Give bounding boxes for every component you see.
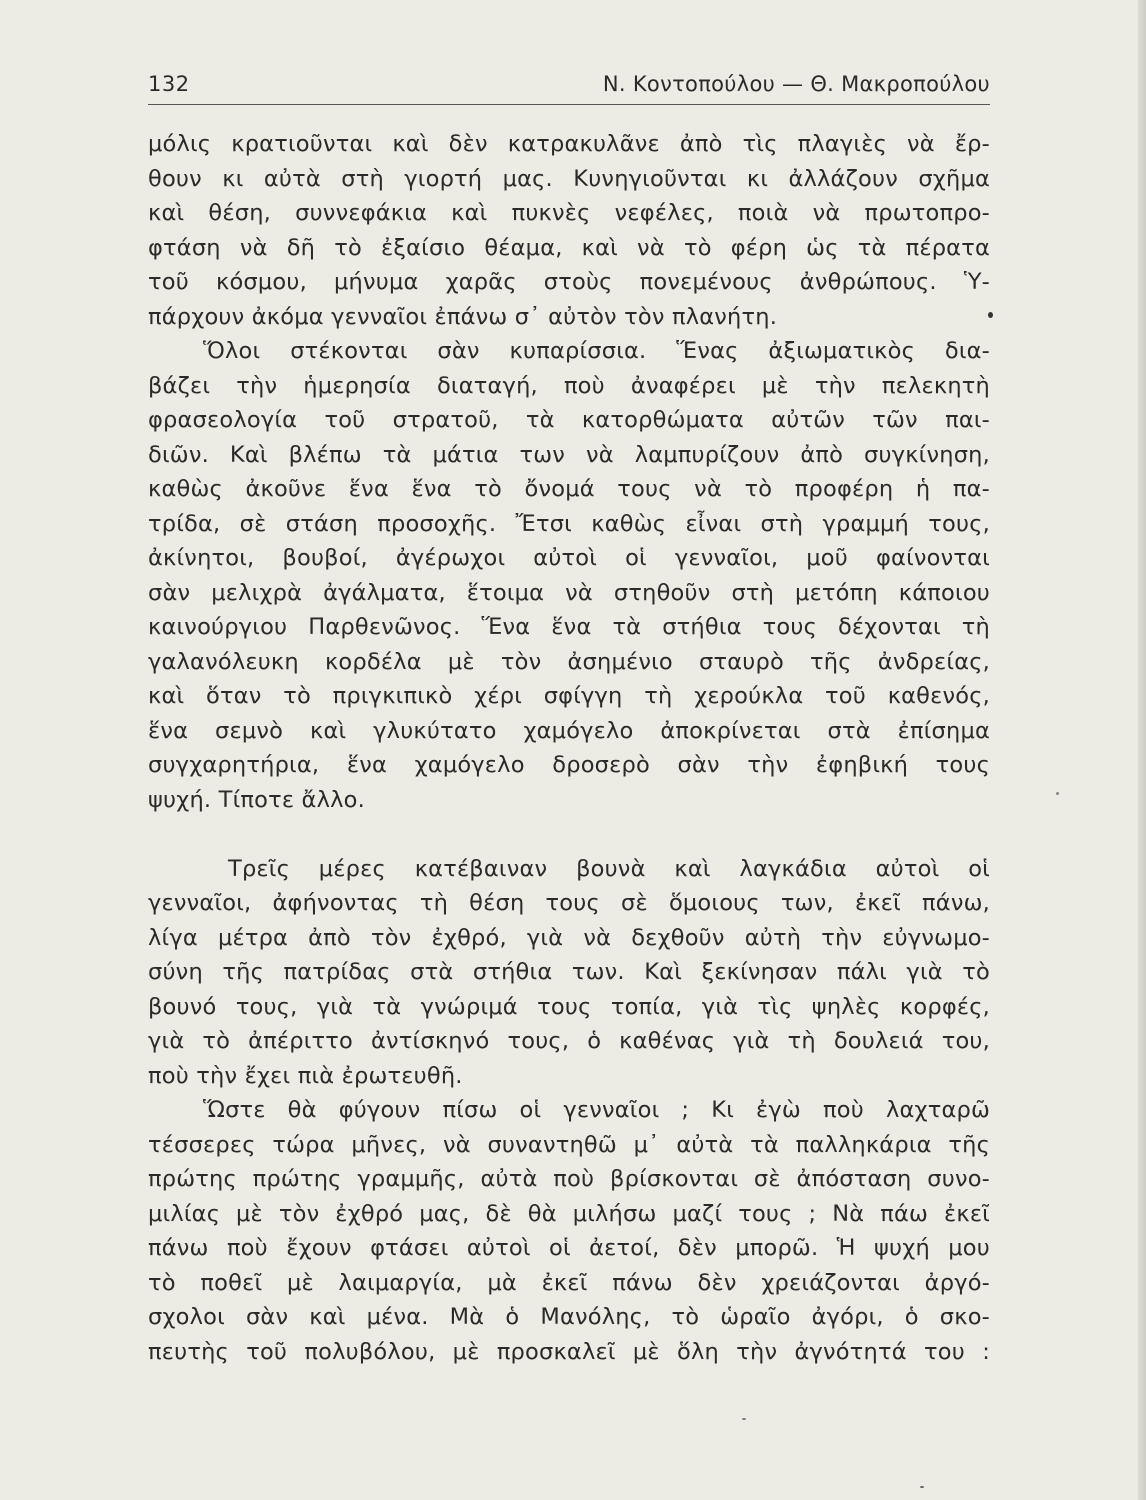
text-line: πάνω ποὺ ἔχουν φτάσει αὐτοὶ οἱ ἀετοί, δὲν μπορῶ. Ἡ ψυχή μου [148, 1235, 990, 1261]
running-head: Ν. Κοντοπούλου — Θ. Μακροπούλου [602, 72, 990, 96]
header-rule [148, 104, 990, 105]
text-line: ψυχή. Τίποτε ἄλλο. [148, 786, 365, 813]
text-line: πάρχουν ἀκόμα γενναῖοι ἐπάνω σ᾽ αὐτὸν τὸν πλανήτη. [148, 303, 778, 330]
page-edge [1138, 0, 1146, 1500]
page-header [148, 72, 990, 104]
text-line: βουνό τους, γιὰ τὰ γνώριμά τους τοπία, γιὰ τὶς ψηλὲς κορφές, [148, 993, 990, 1020]
text-line: ἀκίνητοι, βουβοί, ἀγέρωχοι αὐτοὶ οἱ γενναῖοι, μοῦ φαίνονται [148, 545, 990, 571]
text-line: Ὥστε θὰ φύγουν πίσω οἱ γενναῖοι ; Κι ἐγὼ ποὺ λαχταρῶ [203, 1097, 990, 1123]
paragraph-4 [148, 1093, 990, 1369]
text-line: γιὰ τὸ ἀπέριττο ἀντίσκηνό τους, ὁ καθένας γιὰ τὴ δουλειά του, [148, 1028, 990, 1054]
ink-speck [1056, 792, 1059, 795]
text-line: μιλίας μὲ τὸν ἐχθρό μας, δὲ θὰ μιλήσω μαζί τους ; Νὰ πάω ἐκεῖ [148, 1200, 990, 1227]
text-line: ποὺ τὴν ἔχει πιὰ ἐρωτευθῆ. [148, 1062, 463, 1089]
text-line: τὸ ποθεῖ μὲ λαιμαργία, μὰ ἐκεῖ πάνω δὲν χρειάζονται ἀργό- [148, 1269, 990, 1296]
text-line: γενναῖοι, ἀφήνοντας τὴ θέση τους σὲ ὅμοιους των, ἐκεῖ πάνω, [148, 890, 990, 916]
text-line: τρίδα, σὲ στάση προσοχῆς. Ἔτσι καθὼς εἶναι στὴ γραμμή τους, [148, 510, 990, 537]
text-line: σύνη τῆς πατρίδας στὰ στήθια των. Καὶ ξεκίνησαν πάλι γιὰ τὸ [148, 959, 990, 985]
section-break [148, 817, 990, 852]
text-line: φτάση νὰ δῆ τὸ ἐξαίσιο θέαμα, καὶ νὰ τὸ φέρη ὡς τὰ πέρατα [148, 234, 990, 261]
text-line: μόλις κρατιοῦνται καὶ δὲν κατρακυλᾶνε ἀπὸ τὶς πλαγιὲς νὰ ἔρ- [148, 131, 990, 157]
text-line: γαλανόλευκη κορδέλα μὲ τὸν ἀσημένιο σταυρὸ τῆς ἀνδρείας, [148, 648, 990, 675]
text-line: λίγα μέτρα ἀπὸ τὸν ἐχθρό, γιὰ νὰ δεχθοῦν αὐτὴ τὴν εὐγνωμο- [148, 924, 990, 951]
text-line: καινούργιου Παρθενῶνος. Ἕνα ἕνα τὰ στήθια τους δέχονται τὴ [148, 614, 990, 640]
text-line: καθὼς ἀκοῦνε ἕνα ἕνα τὸ ὄνομά τους νὰ τὸ προφέρη ἡ πα- [148, 476, 990, 502]
text-line: Τρεῖς μέρες κατέβαιναν βουνὰ καὶ λαγκάδια αὐτοὶ οἱ [228, 855, 990, 882]
text-line: καὶ θέση, συννεφάκια καὶ πυκνὲς νεφέλες, ποιὰ νὰ πρωτοπρο- [148, 200, 990, 226]
text-line: Ὅλοι στέκονται σὰν κυπαρίσσια. Ἕνας ἀξιωματικὸς δια- [203, 338, 990, 364]
paragraph-1 [148, 127, 990, 334]
ink-speck [920, 1486, 924, 1488]
text-line: τοῦ κόσμου, μήνυμα χαρᾶς στοὺς πονεμένους ἀνθρώπους. Ὑ- [148, 269, 990, 295]
text-line: διῶν. Καὶ βλέπω τὰ μάτια των νὰ λαμπυρίζουν ἀπὸ συγκίνηση, [148, 441, 990, 468]
text-line: πρώτης πρώτης γραμμῆς, αὐτὰ ποὺ βρίσκονται σὲ ἀπόσταση συνο- [148, 1166, 990, 1192]
text-line: βάζει τὴν ἡμερησία διαταγή, ποὺ ἀναφέρει μὲ τὴν πελεκητὴ [148, 372, 990, 399]
text-line: πευτὴς τοῦ πολυβόλου, μὲ προσκαλεῖ μὲ ὅλη τὴν ἀγνότητά του : [148, 1338, 990, 1365]
paragraph-2 [148, 334, 990, 817]
text-line: σχολοι σὰν καὶ μένα. Μὰ ὁ Μανόλης, τὸ ὡραῖο ἀγόρι, ὁ σκο- [148, 1304, 990, 1330]
text-line: καὶ ὅταν τὸ πριγκιπικὸ χέρι σφίγγη τὴ χερούκλα τοῦ καθενός, [148, 683, 990, 709]
body-text [148, 127, 990, 1369]
page-number: 132 [148, 72, 190, 96]
ink-speck [742, 1418, 746, 1420]
text-line: σὰν μελιχρὰ ἀγάλματα, ἕτοιμα νὰ στηθοῦν στὴ μετόπη κάποιου [148, 579, 990, 606]
paragraph-3 [148, 852, 990, 1094]
text-line: φρασεολογία τοῦ στρατοῦ, τὰ κατορθώματα αὐτῶν τῶν παι- [148, 407, 990, 433]
text-line: ἕνα σεμνὸ καὶ γλυκύτατο χαμόγελο ἀποκρίνεται στὰ ἐπίσημα [148, 717, 990, 744]
text-line: συγχαρητήρια, ἕνα χαμόγελο δροσερὸ σὰν τὴν ἐφηβική τους [148, 752, 990, 778]
ink-speck [988, 312, 993, 318]
text-line: τέσσερες τώρα μῆνες, νὰ συναντηθῶ μ᾽ αὐτὰ τὰ παλληκάρια τῆς [148, 1131, 990, 1158]
text-line: θουν κι αὐτὰ στὴ γιορτή μας. Κυνηγιοῦνται κι ἀλλάζουν σχῆμα [148, 165, 990, 192]
